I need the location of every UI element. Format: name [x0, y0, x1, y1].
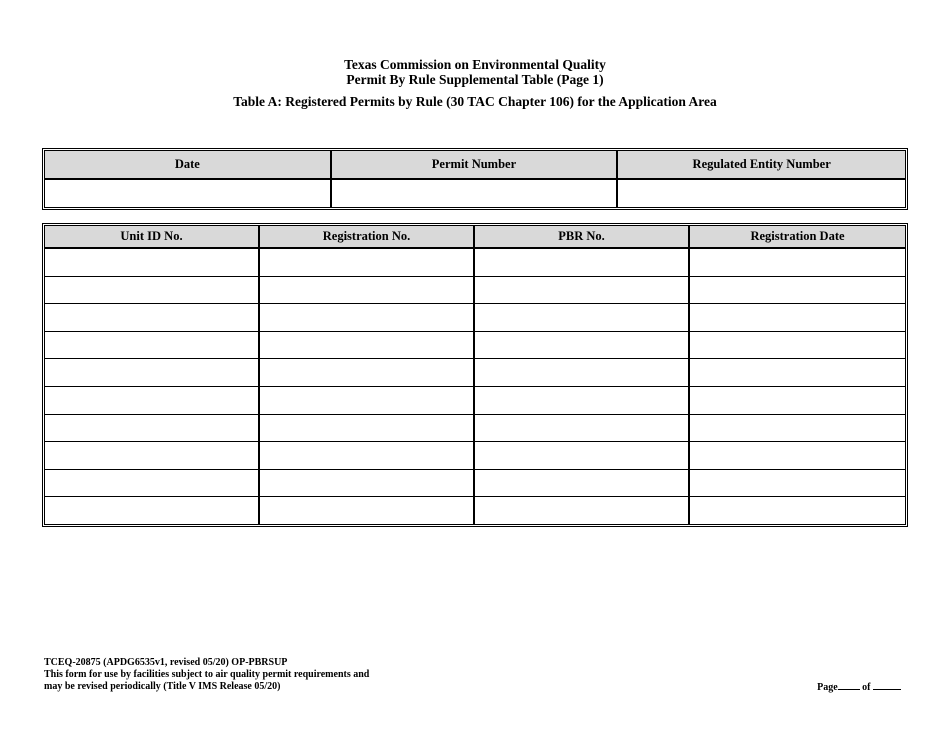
- registration-date-cell[interactable]: [690, 277, 905, 305]
- form-footer: [44, 657, 369, 693]
- pbr-no-cell[interactable]: [475, 497, 690, 524]
- table-row: [45, 180, 905, 207]
- column-header-regulated-entity-number: Regulated Entity Number: [618, 151, 905, 180]
- registration-date-cell[interactable]: [690, 304, 905, 332]
- registration-no-cell[interactable]: [260, 415, 475, 443]
- registration-date-cell[interactable]: [690, 497, 905, 524]
- table-row: [45, 304, 905, 332]
- pbr-no-cell[interactable]: [475, 249, 690, 277]
- column-header-registration-date: Registration Date: [690, 226, 905, 249]
- table-row: [45, 359, 905, 387]
- date-cell[interactable]: [45, 180, 332, 207]
- pbr-no-cell[interactable]: [475, 470, 690, 498]
- table-row: [45, 497, 905, 524]
- unit-id-cell[interactable]: [45, 249, 260, 277]
- pbr-no-cell[interactable]: [475, 304, 690, 332]
- unit-id-cell[interactable]: [45, 332, 260, 360]
- page-label: Page: [817, 682, 838, 693]
- table-header-row: [45, 226, 905, 249]
- pbr-no-cell[interactable]: [475, 277, 690, 305]
- table-row: [45, 332, 905, 360]
- unit-id-cell[interactable]: [45, 304, 260, 332]
- unit-id-cell[interactable]: [45, 470, 260, 498]
- agency-title: Texas Commission on Environmental Quality: [344, 57, 606, 72]
- unit-id-cell[interactable]: [45, 442, 260, 470]
- unit-id-cell[interactable]: [45, 359, 260, 387]
- pbr-no-cell[interactable]: [475, 415, 690, 443]
- pbr-no-cell[interactable]: [475, 442, 690, 470]
- registration-no-cell[interactable]: [260, 277, 475, 305]
- registration-no-cell[interactable]: [260, 332, 475, 360]
- unit-id-cell[interactable]: [45, 415, 260, 443]
- registration-date-cell[interactable]: [690, 359, 905, 387]
- registration-date-cell[interactable]: [690, 442, 905, 470]
- column-header-pbr-no: PBR No.: [475, 226, 690, 249]
- table-title: Table A: Registered Permits by Rule (30 TAC Chapter 106) for the Application Area: [233, 94, 717, 109]
- registration-table: [42, 223, 908, 527]
- table-row: [45, 415, 905, 443]
- registration-date-cell[interactable]: [690, 249, 905, 277]
- of-label: of: [862, 682, 871, 693]
- table-row: [45, 277, 905, 305]
- table-row: [45, 387, 905, 415]
- column-header-permit-number: Permit Number: [332, 151, 619, 180]
- registration-no-cell[interactable]: [260, 359, 475, 387]
- unit-id-cell[interactable]: [45, 497, 260, 524]
- column-header-registration-no: Registration No.: [260, 226, 475, 249]
- pbr-no-cell[interactable]: [475, 332, 690, 360]
- page-counter: [817, 680, 901, 693]
- unit-id-cell[interactable]: [45, 387, 260, 415]
- pbr-no-cell[interactable]: [475, 359, 690, 387]
- regulated-entity-number-cell[interactable]: [618, 180, 905, 207]
- registration-no-cell[interactable]: [260, 249, 475, 277]
- page-number-field[interactable]: [838, 680, 860, 690]
- registration-no-cell[interactable]: [260, 497, 475, 524]
- form-title: Permit By Rule Supplemental Table (Page 1): [346, 72, 604, 87]
- page-total-field[interactable]: [873, 680, 901, 690]
- registration-no-cell[interactable]: [260, 304, 475, 332]
- form-revision-note: may be revised periodically (Title V IMS Release 05/20): [44, 681, 281, 692]
- form-id: TCEQ-20875 (APDG6535v1, revised 05/20) OP-PBRSUP: [44, 657, 288, 668]
- pbr-no-cell[interactable]: [475, 387, 690, 415]
- registration-date-cell[interactable]: [690, 387, 905, 415]
- registration-date-cell[interactable]: [690, 415, 905, 443]
- permit-number-cell[interactable]: [332, 180, 619, 207]
- registration-date-cell[interactable]: [690, 332, 905, 360]
- table-header-row: [45, 151, 905, 180]
- table-row: [45, 470, 905, 498]
- table-row: [45, 249, 905, 277]
- registration-date-cell[interactable]: [690, 470, 905, 498]
- column-header-unit-id: Unit ID No.: [45, 226, 260, 249]
- registration-no-cell[interactable]: [260, 442, 475, 470]
- registration-no-cell[interactable]: [260, 387, 475, 415]
- unit-id-cell[interactable]: [45, 277, 260, 305]
- column-header-date: Date: [45, 151, 332, 180]
- registration-no-cell[interactable]: [260, 470, 475, 498]
- table-row: [45, 442, 905, 470]
- registration-table-body: [45, 249, 905, 524]
- form-usage-note: This form for use by facilities subject to air quality permit requirements and: [44, 669, 370, 680]
- permit-info-table: [42, 148, 908, 210]
